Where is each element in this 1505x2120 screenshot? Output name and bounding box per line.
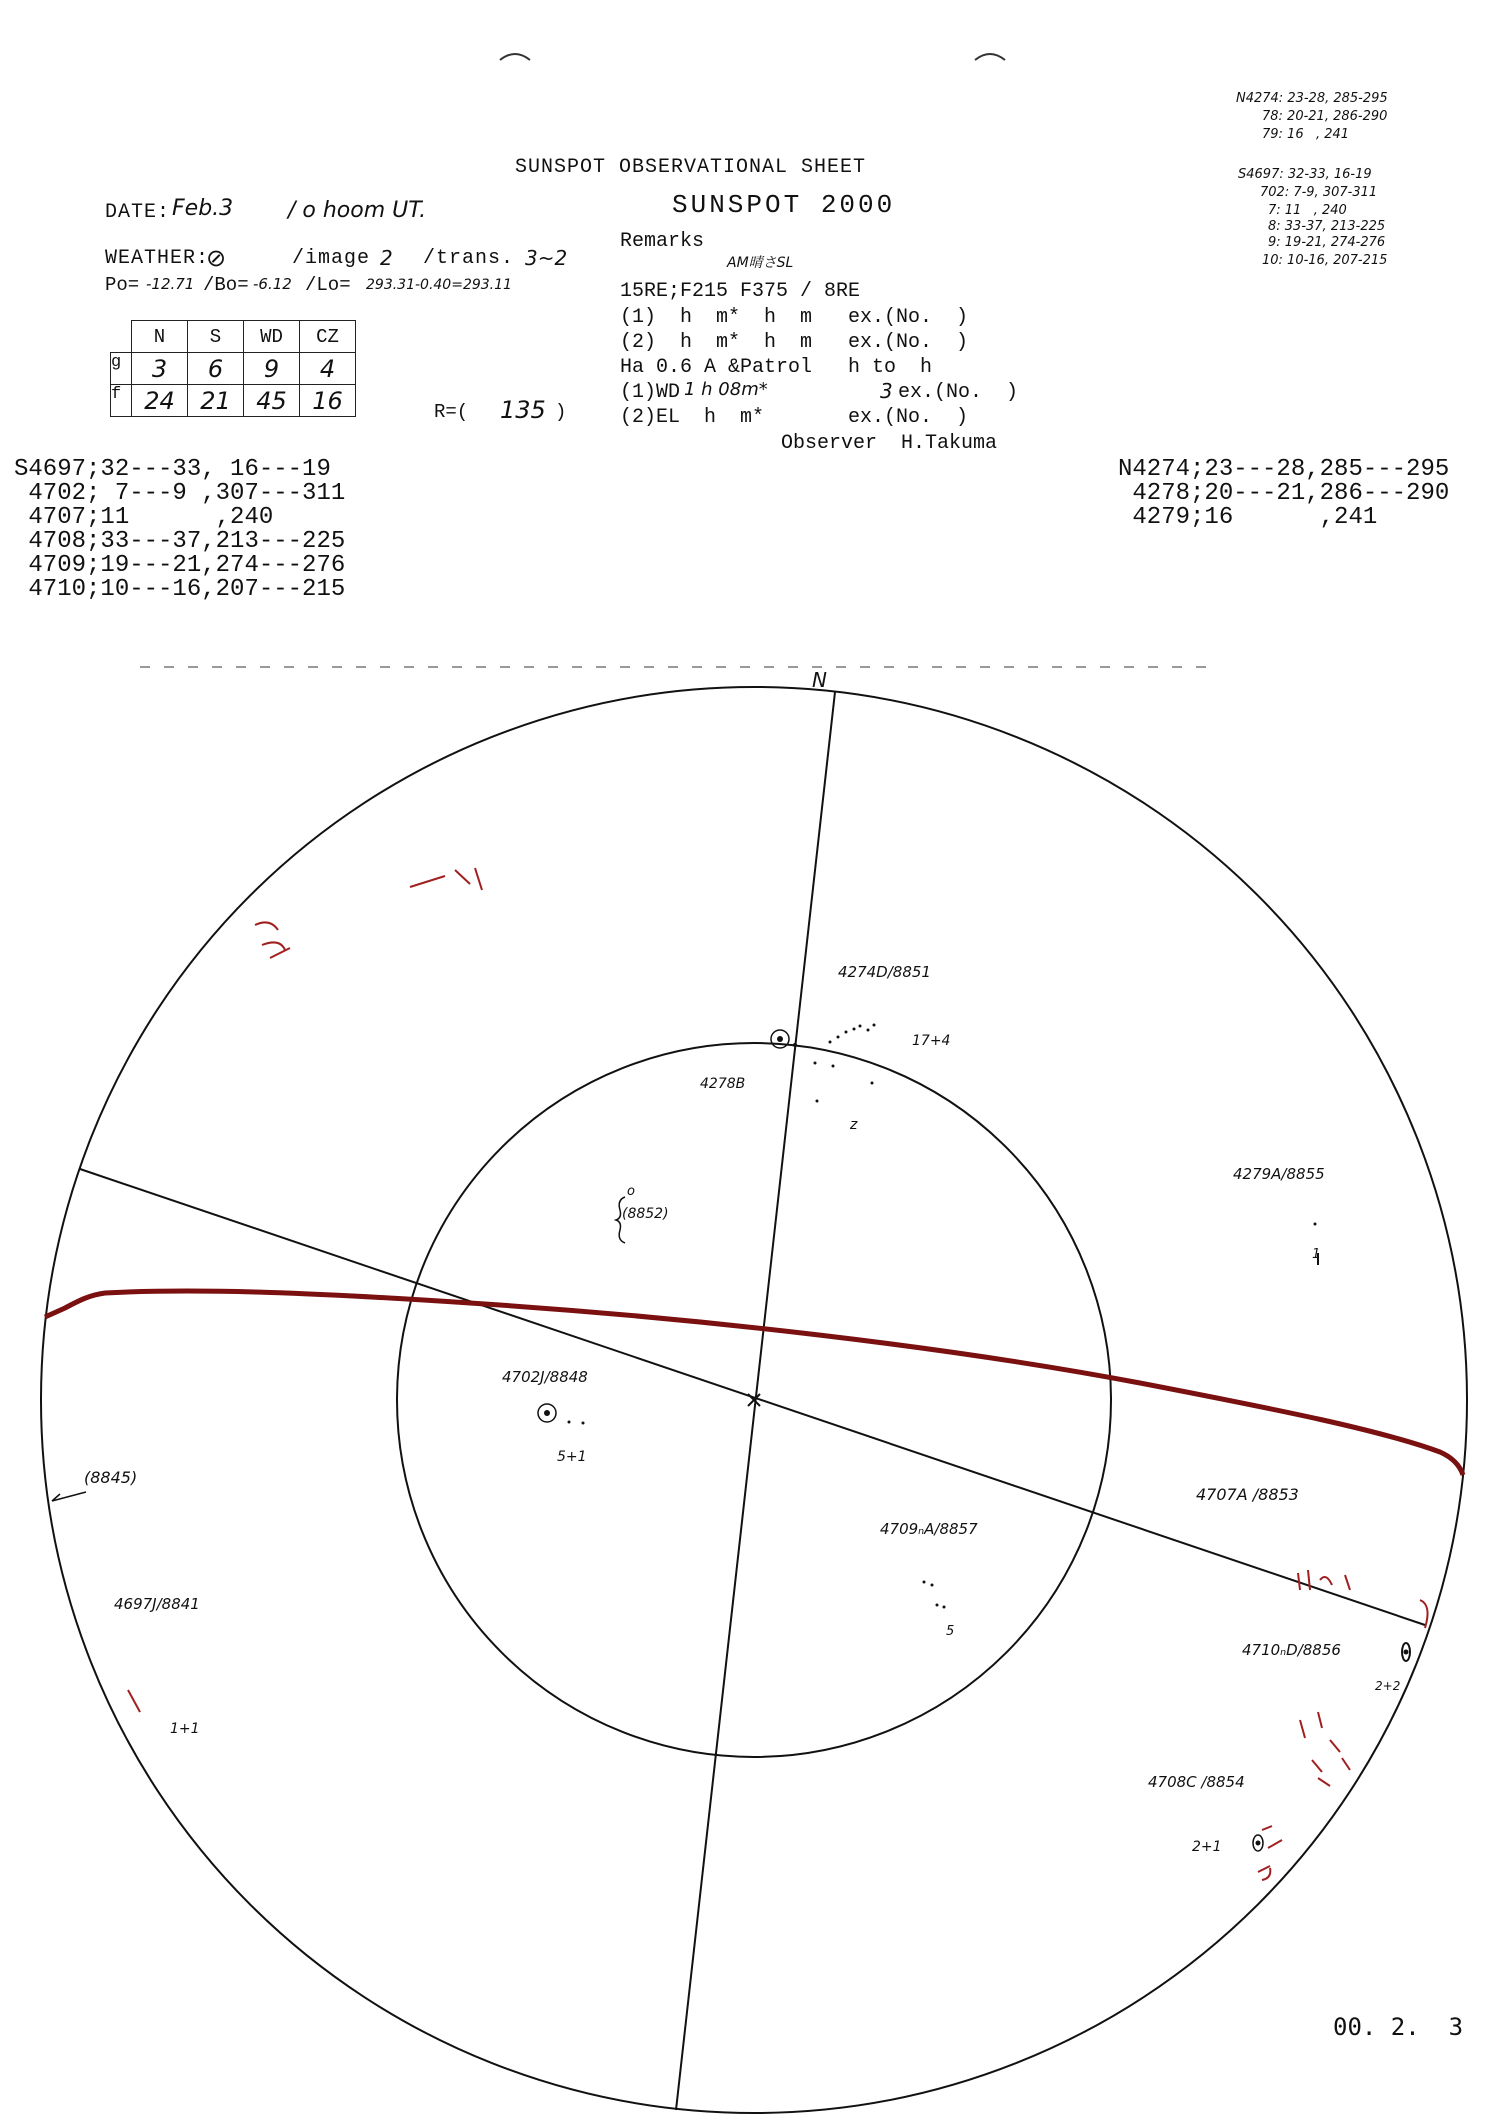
- weather-label: WEATHER:: [105, 247, 210, 270]
- table-header-wd: WD: [244, 321, 300, 353]
- south-list-row: S4697;32---33, 16---19: [14, 456, 331, 483]
- group-4278-spot: [816, 1100, 819, 1103]
- observer: Observer H.Takuma: [781, 432, 998, 455]
- punch-hole-right: [975, 54, 1005, 60]
- remarks-line-5-num: 3: [880, 379, 893, 403]
- group-4702-spots: [538, 1404, 585, 1425]
- sheet-subtitle: SUNSPOT 2000: [672, 190, 896, 220]
- corner-note-n-1: N4274: 23-28, 285-295: [1236, 91, 1388, 106]
- corner-note-n-2: 78: 20-21, 286-290: [1262, 109, 1388, 124]
- label-4697: 4697J/8841: [114, 1595, 200, 1613]
- arrow-8845-icon: [52, 1492, 86, 1501]
- table-cell-f-s: 21: [188, 385, 244, 417]
- label-8852-o: o: [627, 1184, 635, 1199]
- r-label: R=(: [434, 401, 469, 423]
- table-cell-f-n: 24: [132, 385, 188, 417]
- corner-note-s-5: 9: 19-21, 274-276: [1268, 235, 1386, 250]
- label-4710-count: 2+2: [1375, 1679, 1401, 1693]
- remarks-line-4: Ha 0.6 A &Patrol h to h: [620, 356, 933, 379]
- label-4697-count: 1+1: [170, 1721, 200, 1737]
- image-value: 2: [380, 246, 393, 270]
- label-4279: 4279A/8855: [1233, 1165, 1325, 1183]
- remarks-label: Remarks: [620, 230, 705, 253]
- label-4708: 4708C /8854: [1148, 1773, 1245, 1791]
- corner-note-n-3: 79: 16 , 241: [1262, 127, 1350, 142]
- group-4710-spots: [1402, 1643, 1410, 1661]
- corner-note-s-4: 8: 33-37, 213-225: [1268, 219, 1386, 234]
- table-header-n: N: [132, 321, 188, 353]
- label-4274: 4274D/8851: [838, 963, 931, 981]
- time-value: / o hoom UT.: [288, 198, 427, 223]
- po-label: Po=: [105, 274, 140, 296]
- north-list-row: 4278;20---21,286---290: [1118, 480, 1450, 507]
- remarks-line-5a: (1)WD: [620, 381, 681, 404]
- south-list-row: 4709;19---21,274---276: [14, 552, 346, 579]
- table-row-label-g: g: [111, 353, 132, 385]
- label-4709-count: 5: [946, 1624, 955, 1639]
- remarks-line-2: (1) h m* h m ex.(No. ): [620, 306, 969, 329]
- remarks-handnote: AM晴さSL: [727, 255, 794, 271]
- remarks-line-6: (2)EL h m* ex.(No. ): [620, 406, 969, 429]
- table-cell-g-s: 6: [188, 353, 244, 385]
- label-4707: 4707A /8853: [1196, 1485, 1299, 1504]
- south-list-row: 4707;11 ,240: [14, 504, 274, 531]
- north-list-row: 4279;16 ,241: [1118, 504, 1378, 531]
- group-4709-spots: [923, 1581, 946, 1609]
- sheet-title: SUNSPOT OBSERVATIONAL SHEET: [515, 156, 867, 179]
- r-value: 135: [500, 396, 546, 424]
- trans-label: /trans.: [423, 247, 515, 270]
- r-close: ): [555, 401, 567, 423]
- table-row-label-f: f: [111, 385, 132, 417]
- table-header-s: S: [188, 321, 244, 353]
- remarks-line-1: 15RE;F215 F375 / 8RE: [620, 280, 861, 303]
- south-list-row: 4708;33---37,213---225: [14, 528, 346, 555]
- corner-note-s-3: 7: 11 , 240: [1268, 203, 1347, 218]
- image-label: /image: [292, 247, 371, 270]
- group-4708-spots: [1253, 1835, 1263, 1851]
- table-cell-f-wd: 45: [244, 385, 300, 417]
- south-list-row: 4710;10---16,207---215: [14, 576, 346, 603]
- label-4708-count: 2+1: [1192, 1839, 1222, 1855]
- lo-label: /Lo=: [305, 274, 351, 296]
- label-4702: 4702J/8848: [502, 1368, 588, 1386]
- corner-note-s-6: 10: 10-16, 207-215: [1262, 253, 1388, 268]
- group-4274-spots: [771, 1024, 876, 1085]
- lo-value: 293.31-0.40=293.11: [366, 277, 512, 293]
- red-sketch-marks: [128, 868, 1428, 1880]
- table-header-cz: CZ: [300, 321, 356, 353]
- label-4274-count: 17+4: [912, 1033, 951, 1049]
- solar-equator-curve: [45, 1291, 1463, 1475]
- label-4278: 4278B: [700, 1076, 746, 1092]
- punch-hole-left: [500, 54, 530, 60]
- date-label: DATE:: [105, 201, 171, 224]
- label-8845: (8845): [84, 1468, 138, 1487]
- corner-note-s-2: 702: 7-9, 307-311: [1260, 185, 1378, 200]
- group-4279-spot: [1314, 1223, 1317, 1226]
- label-8852: (8852): [622, 1206, 669, 1222]
- po-value: -12.71: [146, 275, 195, 293]
- table-cell-g-n: 3: [132, 353, 188, 385]
- north-list-row: N4274;23---28,285---295: [1118, 456, 1450, 483]
- table-cell-g-wd: 9: [244, 353, 300, 385]
- date-value: Feb.3: [172, 196, 234, 221]
- label-4279-count: 1: [1312, 1247, 1321, 1262]
- center-mark: [748, 1394, 760, 1406]
- remarks-line-5b: ex.(No. ): [898, 381, 1019, 404]
- label-4710: 4710ₙD/8856: [1242, 1641, 1341, 1659]
- label-4709: 4709ₙA/8857: [880, 1520, 978, 1538]
- bo-value: -6.12: [253, 275, 292, 293]
- table-cell-g-cz: 4: [300, 353, 356, 385]
- footer-stamp: 00. 2. 3: [1333, 2013, 1464, 2041]
- south-list-row: 4702; 7---9 ,307---311: [14, 480, 346, 507]
- label-4702-count: 5+1: [557, 1449, 587, 1465]
- weather-value: ⊘: [206, 244, 227, 272]
- table-cell-f-cz: 16: [300, 385, 356, 417]
- label-4278-z: z: [850, 1117, 858, 1133]
- remarks-line-5-hand: 1 h 08m*: [684, 379, 768, 400]
- trans-value: 3~2: [525, 246, 568, 270]
- bo-label: /Bo=: [203, 274, 249, 296]
- remarks-line-3: (2) h m* h m ex.(No. ): [620, 331, 969, 354]
- corner-note-s-1: S4697: 32-33, 16-19: [1238, 167, 1372, 182]
- north-mark: N: [812, 668, 827, 692]
